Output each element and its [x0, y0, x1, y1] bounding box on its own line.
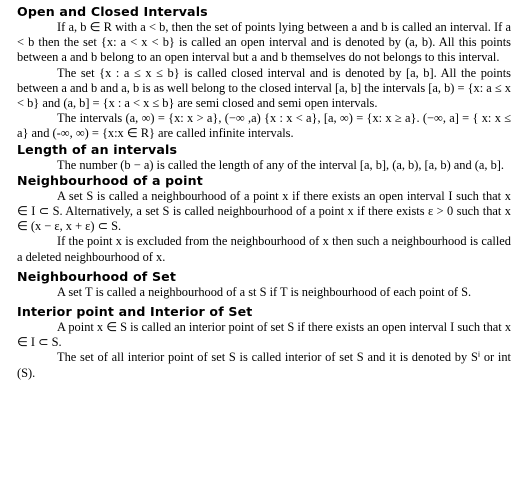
section-neighbourhood-of-point — [17, 173, 511, 265]
section-heading: Open and Closed Intervals — [17, 4, 208, 19]
paragraph: If the point x is excluded from the neighbourhood of x then such a neighbourhood is called a deleted neighbourhood of x. — [17, 234, 511, 264]
section-heading: Neighbourhood of a point — [17, 172, 203, 188]
paragraph: The number (b − a) is called the length of any of the interval [a, b], (a, b), [a, b) and (a, b]. — [57, 157, 505, 172]
paragraph: The intervals (a, ∞) = {x: x > a}, (−∞ ,a) {x : x < a}, [a, ∞) = {x: x ≥ a}. (−∞, a] = { x: x ≤ a} and (-∞, ∞) = {x:x ∈ R} are called infinite intervals. — [17, 111, 511, 141]
section-interior-point — [17, 304, 511, 381]
section-heading: Length of an intervals — [17, 141, 178, 157]
section-heading: Neighbourhood of Set — [17, 268, 177, 284]
section-length-of-intervals — [17, 142, 511, 173]
paragraph: The set {x : a ≤ x ≤ b} is called closed interval and is denoted by [a, b]. All the points between a and b and a, b is as well belong to the closed interval [a, b] the intervals [a, b) = {x: a ≤ x < b} and (a, b] = {x : a < x ≤ b} are semi closed and semi open intervals. — [17, 65, 511, 111]
section-neighbourhood-of-set — [17, 269, 511, 300]
section-heading: Interior point and Interior of Set — [17, 304, 253, 320]
paragraph: A set T is called a neighbourhood of a st S if T is neighbourhood of each point of S. — [57, 284, 472, 299]
paragraph: A set S is called a neighbourhood of a point x if there exists an open interval I such that x ∈ I ⊂ S. Alternatively, a set S is called neighbourhood of a point x if there exists ε > 0 such that x ∈ (x − ε, x + ε) ⊂ S. — [17, 188, 511, 234]
paragraph: If a, b ∈ R with a < b, then the set of points lying between a and b is called an interval. If a < b then the set {x: a < x < b} is called an open interval and is denoted by (a, b). All this points between a and b belong to an open interval but a and b themselves do not belongs to this interval. — [17, 20, 511, 65]
paragraph: A point x ∈ S is called an interior point of set S if there exists an open interval I such that x ∈ I ⊂ S. — [17, 320, 512, 350]
section-open-closed-intervals — [17, 4, 511, 142]
paragraph: The set of all interior point of set S is called interior of set S and it is denoted by Sⁱ or int (S). — [17, 350, 511, 380]
